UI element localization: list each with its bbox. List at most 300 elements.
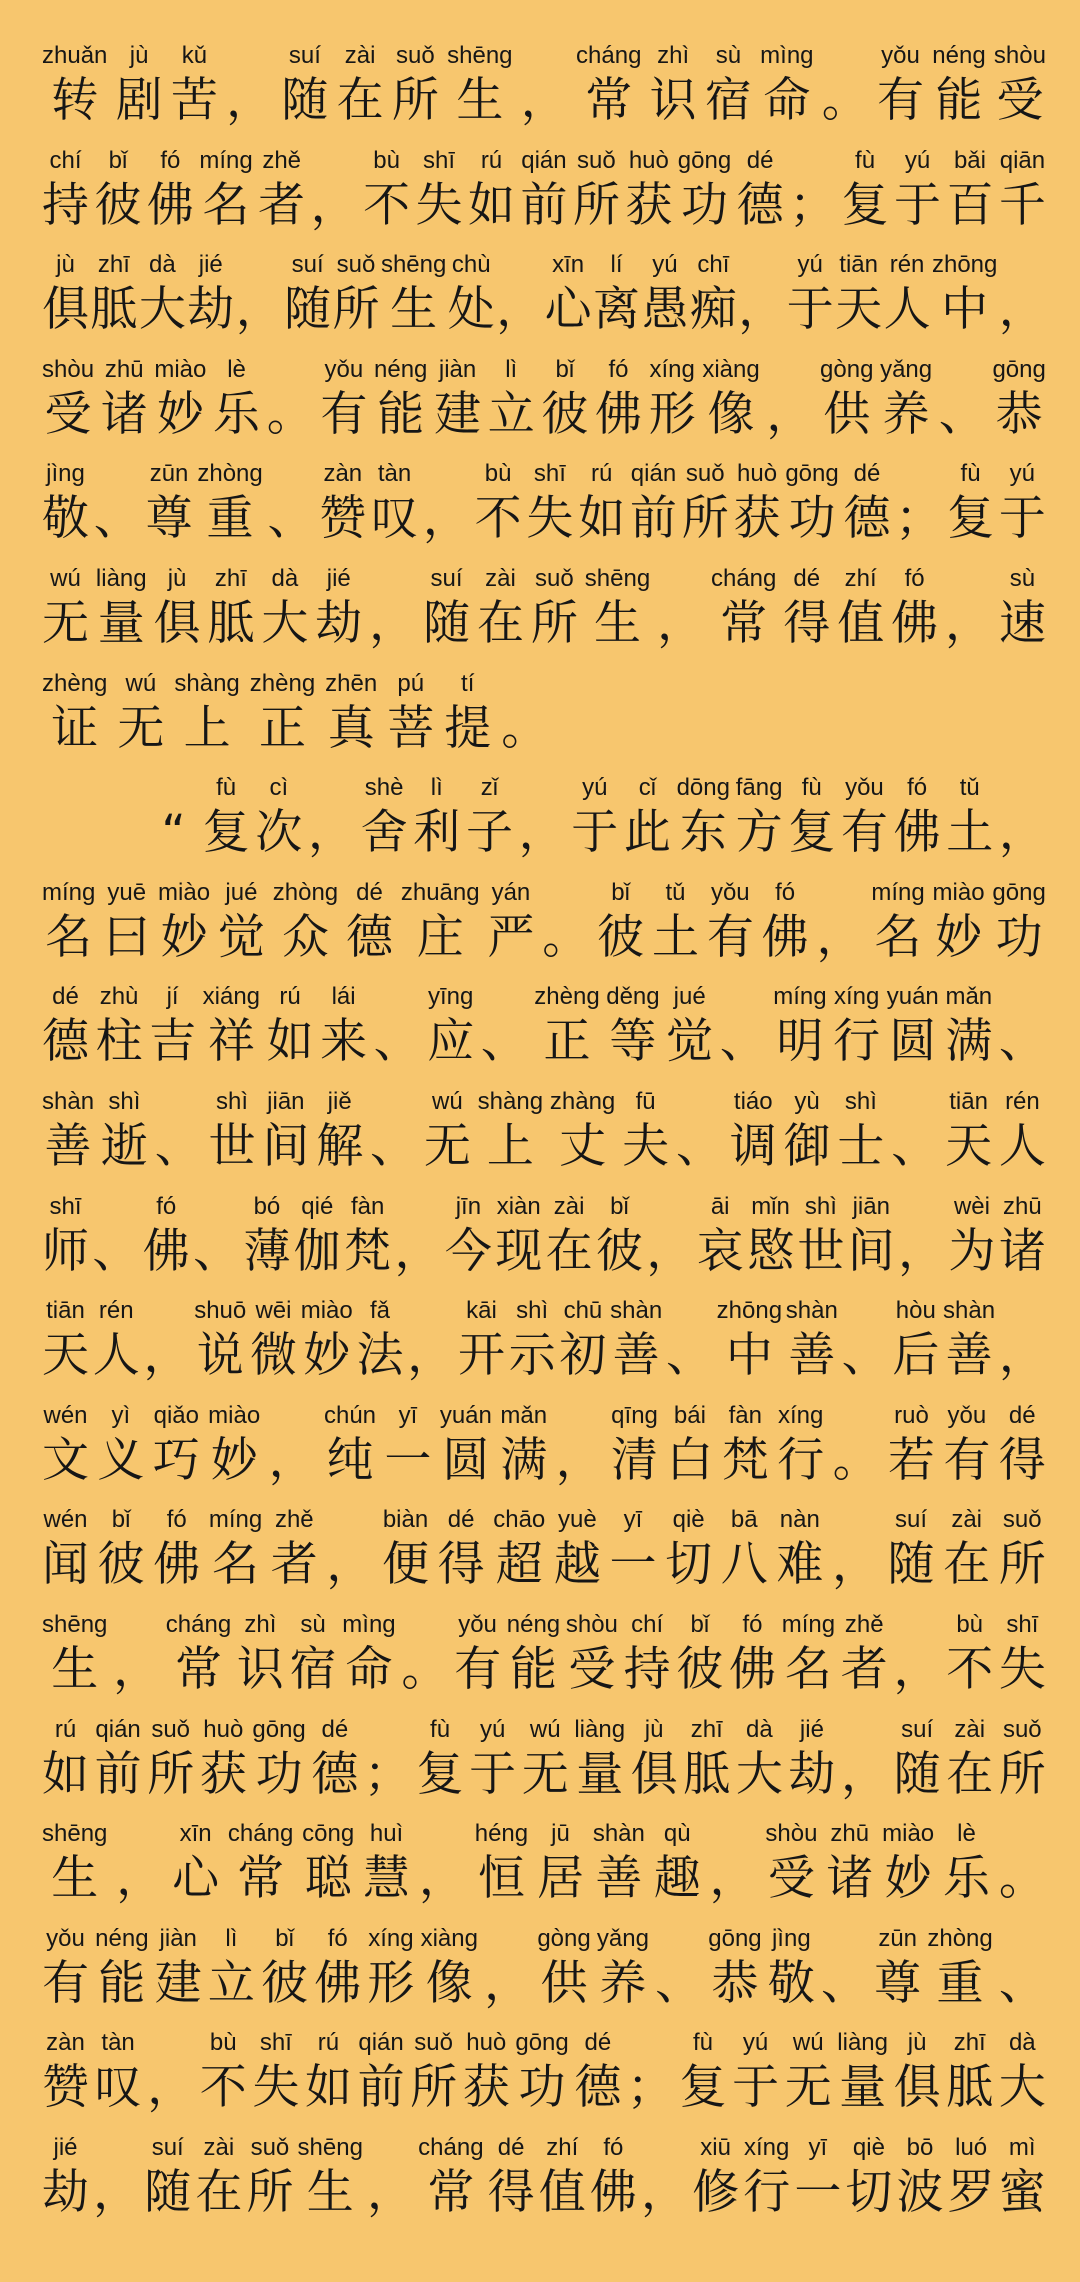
- annotated-character: [893, 1609, 940, 1699]
- pinyin-syllable: jù: [167, 564, 187, 592]
- hanzi-character: 名: [212, 1537, 259, 1593]
- hanzi-character: 初: [559, 1328, 607, 1384]
- hanzi-character: 在: [476, 595, 524, 651]
- pinyin-syllable: zhě: [274, 1506, 314, 1534]
- hanzi-character: 生: [51, 1641, 99, 1697]
- annotated-character: [542, 877, 589, 967]
- hanzi-character: 善: [595, 1851, 643, 1907]
- hanzi-character: 今: [444, 1223, 492, 1279]
- hanzi-character: 心: [544, 282, 592, 338]
- hanzi-character: 义: [97, 1432, 145, 1488]
- annotated-character: [762, 877, 809, 967]
- annotated-character: [228, 1818, 293, 1908]
- hanzi-character: 所: [681, 491, 729, 547]
- hanzi-character: 如: [266, 1014, 314, 1070]
- punctuation-mark: ；: [895, 491, 943, 547]
- pinyin-syllable: liàng: [95, 564, 147, 592]
- pinyin-syllable: rén: [889, 251, 925, 279]
- hanzi-character: 德: [574, 2060, 622, 2116]
- pinyin-syllable: jù: [907, 2029, 927, 2057]
- annotated-character: [837, 2027, 888, 2117]
- hanzi-character: 德: [311, 1746, 359, 1802]
- annotated-character: [550, 1086, 615, 1176]
- hanzi-character: 于: [786, 282, 834, 338]
- annotated-character: [158, 877, 210, 967]
- annotated-character: [610, 1504, 657, 1594]
- pinyin-syllable: rú: [279, 983, 301, 1011]
- punctuation-mark: ，: [998, 1328, 1046, 1384]
- hanzi-character: 前: [520, 177, 568, 233]
- hanzi-character: 彼: [541, 386, 589, 442]
- pinyin-syllable: jié: [799, 1715, 824, 1743]
- punctuation-mark: 、: [998, 1955, 1046, 2011]
- annotated-character: [999, 1609, 1046, 1699]
- punctuation-mark: ，: [646, 1223, 694, 1279]
- annotated-character: [42, 1295, 89, 1385]
- annotated-character: [507, 1609, 560, 1699]
- pinyin-syllable: bǐ: [610, 1192, 629, 1220]
- pinyin-syllable: suǒ: [396, 42, 435, 69]
- hanzi-character: 速: [998, 595, 1046, 651]
- annotated-character: [42, 1504, 89, 1594]
- pinyin-syllable: yǒu: [881, 42, 920, 69]
- hanzi-character: 受: [996, 73, 1044, 128]
- punctuation-mark: ，: [998, 282, 1046, 338]
- pinyin-syllable: yī: [808, 2133, 828, 2161]
- punctuation-mark: 、: [938, 386, 986, 442]
- hanzi-character: 得: [487, 2164, 535, 2220]
- annotated-character: [945, 981, 992, 1071]
- hanzi-character: 便: [382, 1537, 430, 1593]
- pinyin-syllable: fó: [156, 1192, 177, 1220]
- annotated-character: [625, 145, 672, 235]
- pinyin-syllable: cì: [269, 774, 289, 802]
- pinyin-syllable: héng: [474, 1820, 529, 1848]
- pinyin-syllable: lì: [430, 774, 443, 802]
- hanzi-character: 如: [467, 177, 515, 233]
- pinyin-syllable: gōng: [515, 2029, 569, 2057]
- verse-line: [42, 2132, 1046, 2237]
- pinyin-syllable: bù: [484, 460, 512, 488]
- annotated-character: [573, 145, 620, 235]
- hanzi-character: 劫: [788, 1746, 836, 1802]
- annotated-character: [566, 1609, 618, 1699]
- pinyin-syllable: bā: [730, 1506, 758, 1534]
- annotated-character: [139, 249, 186, 339]
- annotated-character: [945, 1086, 992, 1176]
- hanzi-character: 德: [736, 177, 784, 233]
- annotated-character: [155, 1923, 202, 2013]
- annotated-character: [610, 1295, 662, 1385]
- annotated-character: [999, 563, 1046, 653]
- annotated-character: [571, 772, 618, 862]
- punctuation-mark: ，: [893, 1641, 941, 1697]
- hanzi-character: 清: [611, 1432, 659, 1488]
- hanzi-character: 胝: [683, 1746, 731, 1802]
- verse-line: [42, 1086, 1046, 1191]
- hanzi-character: 佛: [146, 177, 194, 233]
- annotated-character: [711, 563, 776, 653]
- hanzi-character: 心: [172, 1851, 220, 1907]
- pinyin-syllable: rú: [54, 1715, 77, 1743]
- annotated-character: [42, 40, 107, 130]
- annotated-character: [519, 772, 566, 862]
- pinyin-syllable: suǒ: [1002, 1506, 1042, 1534]
- annotated-character: [884, 249, 931, 339]
- pinyin-syllable: fó: [327, 1924, 348, 1952]
- annotated-character: [95, 1923, 148, 2013]
- annotated-character: [655, 1923, 702, 2013]
- hanzi-character: 善: [44, 1118, 92, 1174]
- punctuation-mark: ，: [143, 1328, 191, 1384]
- pinyin-syllable: suǒ: [1002, 1715, 1042, 1743]
- annotated-character: [401, 877, 480, 967]
- annotated-character: [680, 2027, 727, 2117]
- annotated-character: [822, 40, 869, 130]
- annotated-character: [342, 1609, 395, 1699]
- hanzi-character: 文: [42, 1432, 89, 1488]
- hanzi-character: 丈: [559, 1118, 607, 1174]
- pinyin-syllable: dé: [52, 983, 79, 1011]
- pinyin-syllable: qié: [301, 1192, 334, 1220]
- hanzi-character: 立: [487, 386, 535, 442]
- pinyin-syllable: yù: [794, 1087, 820, 1115]
- annotated-character: [785, 2027, 832, 2117]
- hanzi-character: 复: [202, 805, 250, 861]
- hanzi-character: 德: [42, 1014, 89, 1070]
- pinyin-syllable: fàn: [350, 1192, 385, 1220]
- annotated-character: [273, 877, 338, 967]
- annotated-character: [943, 1504, 990, 1594]
- hanzi-character: 御: [783, 1118, 831, 1174]
- annotated-character: [369, 563, 416, 653]
- hanzi-character: 获: [462, 2060, 510, 2116]
- hanzi-character: 乐: [213, 386, 261, 442]
- hanzi-character: 受: [767, 1851, 815, 1907]
- annotated-character: [454, 1609, 501, 1699]
- hanzi-character: 佛: [891, 595, 939, 651]
- punctuation-mark: ，: [394, 1223, 442, 1279]
- annotated-character: [999, 249, 1046, 339]
- annotated-character: [597, 877, 644, 967]
- punctuation-mark: ，: [367, 2164, 415, 2220]
- annotated-character: [488, 354, 535, 444]
- hanzi-character: 曰: [103, 909, 151, 965]
- verse-line: [42, 354, 1046, 459]
- annotated-character: [209, 1504, 262, 1594]
- hanzi-character: 愍: [747, 1223, 795, 1279]
- hanzi-character: 有: [42, 1955, 89, 2011]
- annotated-character: [146, 458, 193, 548]
- punctuation-mark: ，: [555, 1432, 603, 1488]
- annotated-character: [90, 249, 137, 339]
- pinyin-syllable: dà: [148, 251, 176, 279]
- pinyin-syllable: gōng: [785, 460, 839, 488]
- hanzi-character: 正: [258, 700, 306, 756]
- hanzi-character: 妙: [884, 1851, 932, 1907]
- hanzi-character: 越: [553, 1537, 601, 1593]
- pinyin-syllable: zhèng: [249, 669, 316, 697]
- pinyin-syllable: dé: [793, 564, 821, 592]
- annotated-character: [155, 1086, 202, 1176]
- punctuation-mark: ；: [363, 1746, 411, 1802]
- annotated-character: [708, 1923, 761, 2013]
- hanzi-character: 来: [320, 1014, 368, 1070]
- pinyin-syllable: jù: [56, 251, 75, 279]
- hanzi-character: 无: [117, 700, 165, 756]
- pinyin-syllable: zūn: [878, 1924, 918, 1952]
- pinyin-syllable: fó: [907, 774, 928, 802]
- pinyin-syllable: shàng: [477, 1087, 544, 1115]
- hanzi-character: 世: [797, 1223, 845, 1279]
- pinyin-syllable: gōng: [252, 1715, 306, 1743]
- hanzi-character: 超: [495, 1537, 543, 1593]
- annotated-character: [42, 1400, 89, 1490]
- pinyin-syllable: wú: [792, 2029, 824, 2057]
- hanzi-character: 随: [281, 73, 329, 128]
- hanzi-character: 功: [518, 2060, 566, 2116]
- annotated-character: [488, 2132, 535, 2222]
- hanzi-character: 持: [623, 1641, 671, 1697]
- hanzi-character: 常: [427, 2164, 475, 2220]
- annotated-character: [597, 1923, 649, 2013]
- hanzi-character: 所: [998, 1537, 1046, 1593]
- hanzi-character: 间: [262, 1118, 310, 1174]
- annotated-character: [149, 981, 196, 1071]
- annotated-character: [946, 2027, 993, 2117]
- hanzi-character: 士: [837, 1118, 885, 1174]
- pinyin-syllable: fó: [608, 355, 629, 383]
- annotated-character: [821, 1923, 868, 2013]
- annotated-character: [226, 40, 273, 130]
- pinyin-syllable: wèi: [953, 1192, 990, 1220]
- annotated-character: [710, 1818, 757, 1908]
- hanzi-character: 立: [207, 1955, 255, 2011]
- annotated-character: [199, 145, 252, 235]
- pinyin-syllable: cháng: [418, 2133, 484, 2161]
- hanzi-character: 波: [896, 2164, 944, 2220]
- annotated-character: [363, 145, 410, 235]
- pinyin-syllable: néng: [932, 42, 986, 69]
- annotated-character: [197, 458, 262, 548]
- pinyin-syllable: zhàng: [549, 1087, 616, 1115]
- hanzi-character: 妙: [210, 1432, 258, 1488]
- pinyin-syllable: gōng: [992, 355, 1046, 383]
- annotated-character: [624, 1609, 671, 1699]
- pinyin-syllable: shòu: [765, 1820, 818, 1848]
- annotated-character: [895, 458, 942, 548]
- hanzi-character: 严: [487, 909, 535, 965]
- pinyin-syllable: jìng: [771, 1924, 811, 1952]
- hanzi-character: 不: [946, 1641, 994, 1697]
- hanzi-character: 俱: [42, 282, 89, 338]
- hanzi-character: 彼: [595, 1223, 643, 1279]
- pinyin-syllable: zài: [954, 1715, 986, 1743]
- punctuation-mark: 、: [891, 1118, 939, 1174]
- annotated-character: [939, 354, 986, 444]
- annotated-character: [692, 2132, 739, 2222]
- punctuation-mark: ，: [831, 1537, 879, 1593]
- hanzi-character: 证: [51, 700, 99, 756]
- pinyin-syllable: dé: [853, 460, 881, 488]
- annotated-character: [837, 1086, 884, 1176]
- annotated-character: [678, 145, 731, 235]
- pinyin-syllable: néng: [506, 1610, 561, 1638]
- pinyin-syllable: xīn: [552, 251, 585, 279]
- pinyin-syllable: jù: [644, 1715, 664, 1743]
- pinyin-syllable: zàn: [46, 2029, 85, 2057]
- annotated-character: [743, 2132, 790, 2222]
- hanzi-character: 随: [284, 282, 332, 338]
- pinyin-syllable: zàn: [323, 460, 363, 488]
- annotated-character: [509, 1295, 556, 1385]
- annotated-character: [147, 1714, 194, 1804]
- annotated-character: [308, 772, 355, 862]
- hanzi-character: 获: [199, 1746, 247, 1802]
- annotated-character: [42, 249, 89, 339]
- annotated-character: [943, 1818, 990, 1908]
- annotated-character: [676, 1086, 723, 1176]
- annotated-character: [841, 1609, 888, 1699]
- pinyin-syllable: jué: [225, 878, 258, 906]
- hanzi-character: 善: [612, 1328, 660, 1384]
- annotated-character: [894, 772, 941, 862]
- hanzi-character: 无: [42, 595, 89, 651]
- annotated-character: [387, 668, 434, 758]
- annotated-character: [203, 981, 260, 1071]
- pinyin-syllable: yú: [479, 1715, 506, 1743]
- hanzi-character: 梵: [721, 1432, 769, 1488]
- pinyin-syllable: zhí: [546, 2133, 579, 2161]
- hanzi-character: 聪: [304, 1851, 352, 1907]
- hanzi-character: 如: [578, 491, 626, 547]
- pinyin-syllable: shēng: [297, 2133, 363, 2161]
- annotated-character: [526, 458, 573, 548]
- pinyin-syllable: rén: [98, 1297, 134, 1325]
- hanzi-character: 名: [45, 909, 93, 965]
- pinyin-syllable: qiè: [852, 2133, 885, 2161]
- hanzi-character: 剧: [115, 73, 163, 128]
- hanzi-character: 在: [943, 1537, 991, 1593]
- verse-line: [42, 772, 1046, 877]
- pinyin-syllable: zhòng: [927, 1924, 993, 1952]
- hanzi-character: 大: [138, 282, 186, 338]
- annotated-character: [946, 1609, 993, 1699]
- hanzi-character: 慧: [363, 1851, 411, 1907]
- annotated-character: [887, 981, 939, 1071]
- verse-line: [42, 1609, 1046, 1714]
- hanzi-character: 复: [416, 1746, 464, 1802]
- hanzi-character: 吉: [149, 1014, 197, 1070]
- annotated-character: [874, 1923, 921, 2013]
- hanzi-character: 无: [521, 1746, 569, 1802]
- hanzi-character: 世: [208, 1118, 256, 1174]
- annotated-character: [42, 2027, 89, 2117]
- hanzi-character: 宿: [704, 73, 752, 128]
- punctuation-mark: ，: [998, 805, 1046, 861]
- pinyin-syllable: mǎn: [945, 983, 993, 1011]
- pinyin-syllable: liàng: [837, 2029, 889, 2057]
- annotated-character: [42, 2132, 89, 2222]
- annotated-character: [252, 1714, 305, 1804]
- annotated-character: [213, 354, 260, 444]
- annotated-character: [381, 249, 446, 339]
- pinyin-syllable: fó: [160, 146, 181, 174]
- hanzi-character: 诸: [826, 1851, 874, 1907]
- pinyin-syllable: shòu: [42, 355, 95, 383]
- annotated-character: [832, 1504, 879, 1594]
- punctuation-mark: ，: [518, 805, 566, 861]
- pinyin-syllable: jīn: [455, 1192, 482, 1220]
- annotated-character: [734, 458, 781, 548]
- annotated-character: [246, 2132, 293, 2222]
- hanzi-character: 切: [845, 2164, 893, 2220]
- pinyin-syllable: shī: [259, 2029, 292, 2057]
- pinyin-syllable: míng: [773, 983, 827, 1011]
- annotated-character: [166, 1609, 231, 1699]
- annotated-character: [96, 563, 147, 653]
- pinyin-syllable: fù: [693, 2029, 714, 2057]
- hanzi-character: 无: [423, 1118, 471, 1174]
- annotated-character: [593, 1818, 645, 1908]
- pinyin-syllable: huò: [628, 146, 669, 174]
- annotated-character: [707, 877, 754, 967]
- annotated-character: [268, 458, 315, 548]
- pinyin-syllable: rén: [1005, 1087, 1040, 1115]
- pinyin-syllable: zhī: [690, 1715, 723, 1743]
- annotated-character: [841, 1714, 888, 1804]
- punctuation-mark: “: [161, 805, 186, 861]
- hanzi-character: 圆: [442, 1432, 490, 1488]
- pinyin-syllable: shì: [516, 1297, 549, 1325]
- hanzi-character: 养: [882, 386, 930, 442]
- pinyin-syllable: nàn: [779, 1506, 820, 1534]
- pinyin-syllable: jū: [551, 1820, 570, 1848]
- pinyin-syllable: zhōng: [716, 1297, 783, 1325]
- hanzi-character: 所: [530, 595, 578, 651]
- annotated-character: [346, 877, 393, 967]
- punctuation-mark: ，: [657, 595, 705, 651]
- annotated-character: [736, 1714, 783, 1804]
- annotated-character: [891, 1086, 938, 1176]
- annotated-character: [261, 563, 308, 653]
- hanzi-character: 在: [195, 2164, 243, 2220]
- hanzi-character: 识: [236, 1641, 284, 1697]
- annotated-character: [578, 458, 625, 548]
- pinyin-syllable: gòng: [820, 355, 874, 383]
- hanzi-character: 功: [255, 1746, 303, 1802]
- hanzi-character: 妙: [160, 909, 208, 965]
- pinyin-syllable: yuán: [439, 1401, 492, 1429]
- pinyin-syllable: yú: [1009, 460, 1036, 488]
- annotated-character: [697, 1191, 744, 1281]
- annotated-character: [882, 1818, 934, 1908]
- punctuation-mark: 、: [841, 1328, 889, 1384]
- annotated-character: [421, 1923, 478, 2013]
- annotated-character: [730, 1086, 777, 1176]
- hanzi-character: 劫: [315, 595, 363, 651]
- verse-line: [42, 877, 1046, 982]
- annotated-character: [898, 1191, 945, 1281]
- hanzi-character: 彼: [261, 1955, 309, 2011]
- pinyin-syllable: shì: [216, 1087, 249, 1115]
- annotated-character: [237, 1609, 284, 1699]
- annotated-character: [622, 1086, 669, 1176]
- hanzi-character: 量: [839, 2060, 887, 2116]
- annotated-character: [333, 249, 380, 339]
- annotated-character: [236, 249, 283, 339]
- punctuation-mark: 、: [92, 1223, 140, 1279]
